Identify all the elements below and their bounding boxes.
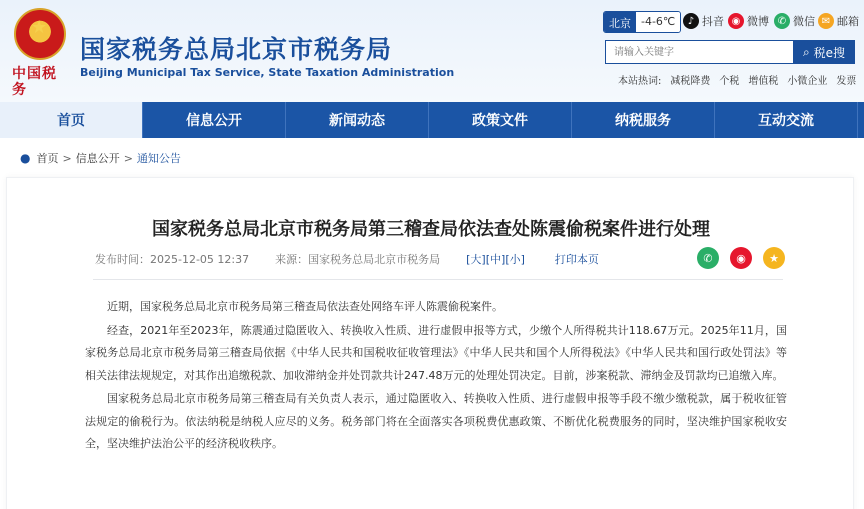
source-label: 来源：	[275, 253, 309, 266]
social-douyin[interactable]	[683, 11, 724, 31]
site-subtitle: Beijing Municipal Tax Service, State Taxation Administration	[80, 66, 455, 79]
article-paragraph: 近期，国家税务总局北京市税务局第三稽查局依法查处网络车评人陈震偷税案件。	[107, 300, 503, 313]
share-wechat-icon[interactable]: ✆	[697, 247, 719, 269]
nav-info-disclosure[interactable]: 信息公开	[143, 102, 286, 138]
article-body	[85, 296, 787, 457]
national-emblem-icon: ★	[14, 8, 66, 60]
nav-news[interactable]: 新闻动态	[286, 102, 429, 138]
article-title: 国家税务总局北京市税务局第三稽查局依法查处陈震偷税案件进行处理	[152, 219, 710, 240]
breadcrumb-current[interactable]: 通知公告	[136, 152, 181, 165]
site-header	[0, 0, 864, 102]
social-weibo-label: 微博	[747, 15, 769, 28]
breadcrumb-home[interactable]: 首页	[36, 152, 59, 165]
china-tax-logo-text: 中国税务	[12, 66, 57, 98]
weibo-icon: ◉	[728, 13, 744, 29]
article-paragraph: 国家税务总局北京市税务局第三稽查局有关负责人表示，通过隐匿收入、转换收入性质、进行虚假申报等手段不缴少缴税款，属于税收征管法规定的偷税行为。依法纳税是纳税人应尽的义务。税务部门将在全面落实各项税费优惠政策、不断优化税费服务的同时，坚决维护国家税收安全，坚决维护法治公平的经济税收秩序。	[85, 392, 787, 450]
search-button-label: 税e搜	[813, 45, 846, 60]
social-weibo[interactable]	[728, 11, 769, 31]
weather-city: 北京	[604, 12, 636, 32]
social-wechat[interactable]	[774, 11, 815, 31]
breadcrumb-separator: >	[62, 151, 72, 165]
share-favorite-icon[interactable]: ★	[763, 247, 785, 269]
search-button[interactable]	[793, 40, 855, 64]
nav-interaction[interactable]: 互动交流	[715, 102, 858, 138]
font-size-large-button[interactable]: [大]	[466, 253, 486, 266]
source-value: 国家税务总局北京市税务局	[308, 253, 441, 266]
nav-policy[interactable]: 政策文件	[429, 102, 572, 138]
font-size-medium-button[interactable]: [中]	[485, 253, 506, 266]
print-page-button[interactable]: 打印本页	[554, 253, 599, 266]
meta-divider	[93, 279, 783, 280]
publish-date: 2025-12-05 12:37	[150, 252, 250, 266]
mail-icon: ✉	[818, 13, 834, 29]
hot-words	[618, 72, 856, 87]
share-weibo-icon[interactable]: ◉	[730, 247, 752, 269]
search-icon: ⌕	[802, 44, 810, 59]
breadcrumb	[20, 150, 181, 166]
share-buttons	[697, 247, 785, 269]
article-panel	[6, 177, 854, 509]
social-douyin-label: 抖音	[702, 15, 724, 28]
weather-widget	[603, 11, 681, 33]
location-pin-icon: ●	[20, 151, 31, 165]
hot-word-link[interactable]: 个税	[719, 76, 740, 87]
wechat-icon: ✆	[774, 13, 790, 29]
hot-word-link[interactable]: 减税降费	[670, 76, 711, 87]
social-mail[interactable]	[818, 11, 859, 31]
publish-date-label: 发布时间：	[95, 253, 150, 266]
social-mail-label: 邮箱	[837, 15, 859, 28]
douyin-icon: ♪	[683, 13, 699, 29]
weather-temperature: -4-6℃	[636, 12, 680, 32]
social-wechat-label: 微信	[793, 15, 815, 28]
hot-words-label: 本站热词:	[618, 76, 662, 87]
breadcrumb-info[interactable]: 信息公开	[75, 152, 120, 165]
main-nav	[0, 102, 864, 138]
hot-word-link[interactable]: 小微企业	[787, 76, 828, 87]
nav-tax-service[interactable]: 纳税服务	[572, 102, 715, 138]
article-paragraph: 经查，2021年至2023年，陈震通过隐匿收入、转换收入性质、进行虚假申报等方式，少缴个人所得税共计118.67万元。2025年11月，国家税务总局北京市税务局第三稽查局依据《中华人民共和国税收征收管理法》《中华人民共和国个人所得税法》《中华人民共和国行政处罚法》等相关法律法规规定，对其作出追缴税款、加收滞纳金并处罚款共计247.48万元的处理处罚决定。目前，涉案税款、滞纳金及罚款均已追缴入库。	[85, 323, 787, 382]
hot-word-link[interactable]: 发票	[836, 76, 857, 87]
breadcrumb-separator: >	[123, 151, 133, 165]
nav-home[interactable]: 首页	[0, 102, 143, 138]
search-bar	[605, 40, 855, 64]
font-size-small-button[interactable]: [小]	[505, 253, 525, 266]
hot-word-link[interactable]: 增值税	[748, 76, 779, 87]
site-title[interactable]: 国家税务总局北京市税务局	[80, 35, 393, 64]
article-meta	[95, 251, 599, 267]
search-input[interactable]	[605, 40, 793, 64]
